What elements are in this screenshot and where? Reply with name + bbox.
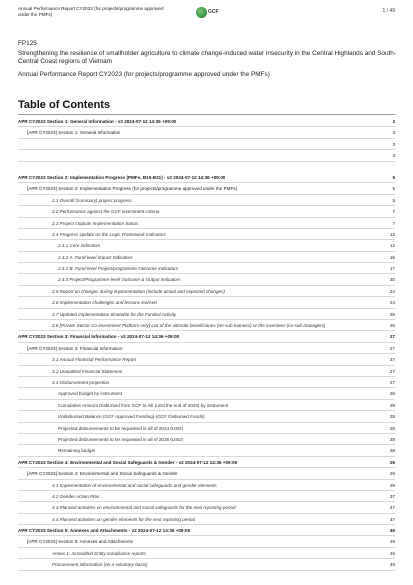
toc-entry[interactable] [18,320,395,331]
toc-entry-text: 2.4.3 Project/Programme-level Outcome & Output Indicators [58,277,181,283]
toc-entry-text: 4.1 Implementation of environmental and social safeguards and gender elements [52,482,217,488]
toc-entry-page: 49 [389,550,395,556]
toc-entry-page: 20 [389,277,395,283]
toc-entry-text: Procurement information (on a voluntary basis) [52,562,148,568]
toc-entry-text: 2.4 Progress Update on the Logic Framework Indicators [52,231,166,237]
toc-entry-text: Cumulative Amount Disbursed from GCF to AE (until the end of 2023) by instrument [58,402,229,408]
header-document-title: Annual Performance Report CY2023 (for projects/programme approved under the PMFs) [18,6,164,18]
toc-entry-text: 4.4 Planned activities on gender elements for the next reporting period [52,516,196,522]
toc-entry-text: [APR CY2023] Section 5: Annexes and Attachments [27,539,133,545]
toc-spacer [18,162,395,172]
toc-entry[interactable] [18,559,395,570]
toc-entry-page: 28 [389,436,395,442]
toc-entry[interactable] [18,354,395,365]
toc-entry[interactable] [18,183,395,194]
toc-entry[interactable] [18,514,395,525]
toc-entry-text: Approved budget by instrument [58,391,122,397]
toc-entry-text: 2.3 Project Outputs Implementation Status [52,220,139,226]
gcf-logo [196,7,219,19]
toc-divider [18,114,395,115]
toc-entry[interactable] [18,468,395,479]
toc-entry-text: 2.4.2 B. Fund-level Project/programme Outcome Indicators [58,266,179,272]
toc-entry-text: 3.3 Disbursement projection [52,379,110,385]
toc-entry-page: 27 [389,357,395,363]
toc-entry-page: 47 [389,505,395,511]
toc-entry[interactable] [18,400,395,411]
toc-entry-page: 47 [389,516,395,522]
toc-entry-page: 37 [389,493,395,499]
toc-entry-text: 2.5 Report on changes during implementation (include actual and expected changes) [52,288,225,294]
toc-entry[interactable] [18,150,395,161]
toc-entry[interactable] [18,366,395,377]
project-code: FP125 [18,40,37,47]
toc-entry[interactable] [18,548,395,559]
toc-entry-page: 49 [389,562,395,568]
toc-entry-text: 4.2 Gender Action Plan [52,493,100,499]
toc-entry[interactable] [18,240,395,251]
toc-entry[interactable] [18,343,395,354]
toc-entry-text: 3.2 Unaudited Financial Statement [52,368,123,374]
toc-entry[interactable] [18,411,395,422]
toc-entry-text: APR CY2023 Section 5: Annexes and Attachments - v2 2024-07-12 14:36 +09:00 [18,528,191,534]
toc-entry-page: 28 [389,448,395,454]
toc-entry-text: [APR CY2023] Section 1: General Information [27,130,121,136]
toc-entry-text: [APR CY2023] Section 3: Financial Information [27,345,123,351]
toc-entry[interactable] [18,457,395,468]
toc-entry-text: 2.4.2 A. Fund-level Impact Indicators [58,254,133,260]
toc-entry[interactable] [18,252,395,263]
toc-entry[interactable] [18,286,395,297]
toc-entry[interactable] [18,480,395,491]
toc-entry-page: 5 [392,197,395,203]
toc-entry-text: Projected disbursements to be requested in all of 2025 (USD) [58,436,184,442]
toc-entry-page: 29 [389,471,395,477]
toc-entry-page: 27 [389,345,395,351]
toc-entry[interactable] [18,172,395,183]
toc-entry-page: 3 [392,119,395,124]
report-title: Annual Performance Report CY2023 (for projects/programme approved under the PMFs) [18,71,270,78]
toc-heading: Table of Contents [18,99,111,111]
toc-entry-text: Remaining budget [58,448,96,454]
toc-entry[interactable] [18,297,395,308]
toc-entry-page: 26 [389,323,395,329]
toc-entry-page: 15 [389,254,395,260]
toc-entry-page: 17 [389,266,395,272]
toc-entry-page: 29 [389,459,395,465]
toc-entry[interactable] [18,388,395,399]
toc-entry-page: 7 [392,209,395,215]
toc-entry-page: 7 [392,220,395,226]
toc-entry[interactable] [18,274,395,285]
toc-entry-page: 26 [389,311,395,317]
logo-globe-icon [196,7,207,18]
toc-entry-page: 28 [389,391,395,397]
toc-entry-text: 2.6 Implementation challenges and lessons learned [52,300,157,306]
toc-entry-text: APR CY2023 Section 1: General Information - v2 2024-07-12 14:36 +09:00 [18,119,177,124]
toc-entry-page: 24 [389,288,395,294]
toc-entry[interactable] [18,195,395,206]
toc-entry-text: 4.3 Planned activities on environmental and social safeguards for the next reporting period [52,505,236,511]
toc-entry-page: 3 [392,153,395,159]
toc-entry-page: 5 [392,186,395,192]
toc-entry-page: 27 [389,368,395,374]
toc-entry[interactable] [18,434,395,445]
toc-entry-text: [APR CY2023] Section 4: Environmental and Social Safeguards & Gender [27,471,178,477]
toc-entry[interactable] [18,218,395,229]
toc-entry-page: 24 [389,300,395,306]
toc-entry-page: 27 [389,379,395,385]
toc-entry-page: 12 [389,243,395,249]
toc-entry-page: 28 [389,414,395,420]
toc-entry-page: 3 [392,130,395,136]
toc-entry[interactable] [18,502,395,513]
toc-entry[interactable] [18,229,395,240]
page-indicator: 1 / 49 [382,8,395,14]
toc-entry-text: APR CY2023 Section 2: Implementation Progress (PMFs, B15-B31) - v2 2024-07-12 14:36 +09:00 [18,174,226,180]
toc-entry[interactable] [18,525,395,536]
toc-list [18,116,395,571]
toc-entry-page: 5 [392,174,395,180]
toc-entry-text: 2.4.1 Core indicators [58,243,101,249]
toc-entry-text: 2.8 [Private Sector Co-investment Platform only] List of the ultimate beneficiaries (on-sub-loanees) or the investees (co-sub-managers) [52,323,326,329]
toc-entry-text: 2.2 Performance against the GCF investment criteria [52,209,160,215]
logo-text: GCF [208,9,219,15]
toc-entry[interactable] [18,206,395,217]
toc-entry-page: 29 [389,482,395,488]
toc-entry-page: 28 [389,425,395,431]
toc-entry[interactable] [18,263,395,274]
toc-entry[interactable] [18,139,395,150]
toc-entry[interactable] [18,331,395,342]
toc-entry[interactable] [18,491,395,502]
toc-entry-text: Undisbursed Balance (GCF Approved Funding)-(GCF Disbursed Funds) [58,414,205,420]
toc-entry-text: 3.1 Annual Financial Performance Report [52,357,137,363]
toc-entry[interactable] [18,536,395,547]
toc-entry[interactable] [18,127,395,138]
toc-entry-text: Projected disbursements to be requested in all of 2024 (USD) [58,425,184,431]
toc-entry-text: 2.7 Updated implementation timetable for the Funded Activity [52,311,177,317]
toc-entry-text: APR CY2023 Section 4: Environmental and Social Safeguards & Gender - v2 2024-07-12 14:36 +09:00 [18,459,238,465]
toc-entry-text: [APR CY2023] Section 2: Implementation Progress (for projects/programme approved under the PMFs) [27,186,238,192]
toc-entry-page: 28 [389,402,395,408]
project-title: Strengthening the resilience of smallholder agriculture to climate change-induced water insecurity in the Central Highlands and South-Central Coast regions of Vietnam [18,50,396,66]
toc-entry[interactable] [18,423,395,434]
toc-entry[interactable] [18,377,395,388]
toc-entry[interactable] [18,309,395,320]
toc-entry-text: APR CY2023 Section 3: Financial Information - v2 2024-07-12 14:36 +09:00 [18,334,180,340]
toc-entry-text: Annex 1: Accredited Entity compliance reports [52,550,146,556]
toc-entry[interactable] [18,116,395,127]
toc-entry-page: 49 [389,539,395,545]
toc-entry-text: 2.1 Overall (summary) project progress [52,197,132,203]
toc-entry-page: 27 [389,334,395,340]
toc-entry-page: 49 [389,528,395,534]
toc-entry-page: 3 [392,141,395,147]
toc-entry[interactable] [18,445,395,456]
toc-entry-page: 12 [389,231,395,237]
